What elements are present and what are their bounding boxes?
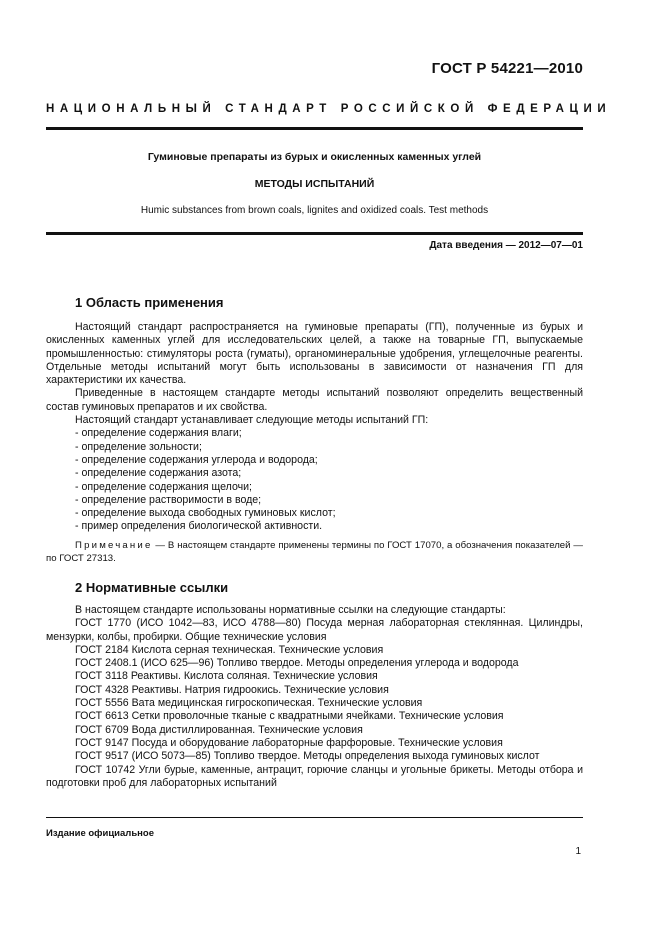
reference-item: ГОСТ 1770 (ИСО 1042—83, ИСО 4788—80) Посуда мерная лабораторная стеклянная. Цилиндры, мензурки, колбы, пробирки. Общие технические условия [46, 617, 583, 643]
reference-item: ГОСТ 5556 Вата медицинская гигроскопическая. Технические условия [75, 697, 423, 710]
section-2-heading: 2 Нормативные ссылки [75, 580, 229, 595]
section-1-paragraph: Настоящий стандарт устанавливает следующие методы испытаний ГП: [75, 414, 429, 427]
national-standard-heading: НАЦИОНАЛЬНЫЙ СТАНДАРТ РОССИЙСКОЙ ФЕДЕРАЦИИ [46, 103, 612, 115]
reference-item: ГОСТ 4328 Реактивы. Натрия гидроокись. Технические условия [75, 683, 389, 696]
section-1-paragraph: Настоящий стандарт распространяется на гуминовые препараты (ГП), полученные из бурых и окисленных каменных углей для исследовательских целей, а также на товарные ГП, выпускаемые промышленностью: стимуляторы роста (гуматы), органоминеральные удобрения, углещелочные реагенты. Отдельные методы испытаний могут быть использованы в зависимости от назначения ГП для характеристики их качества. [46, 321, 583, 387]
section-2-body [46, 604, 583, 790]
list-item: - определение содержания щелочи; [75, 480, 252, 493]
introduction-date: Дата введения — 2012—07—01 [429, 240, 583, 251]
document-title: Гуминовые препараты из бурых и окисленных каменных углей [147, 151, 482, 163]
reference-item: ГОСТ 9517 (ИСО 5073—85) Топливо твердое. Методы определения выхода гуминовых кислот [75, 750, 540, 763]
footer-divider [46, 817, 583, 818]
note-label: Примечание [75, 539, 153, 551]
reference-item: ГОСТ 6613 Сетки проволочные тканые с квадратными ячейками. Технические условия [75, 710, 504, 723]
note [46, 539, 583, 566]
list-item: - определение зольности; [75, 440, 202, 453]
list-item: - определение содержания азота; [75, 467, 242, 480]
english-title: Humic substances from brown coals, lignites and oxidized coals. Test methods [140, 205, 489, 216]
section-1-heading: 1 Область применения [75, 295, 224, 310]
section-2-intro: В настоящем стандарте использованы нормативные ссылки на следующие стандарты: [75, 604, 506, 616]
list-item: - определение содержания влаги; [75, 427, 242, 440]
reference-item: ГОСТ 3118 Реактивы. Кислота соляная. Технические условия [75, 670, 378, 683]
section-1-body [46, 321, 583, 565]
list-item: - определение выхода свободных гуминовых кислот; [75, 507, 336, 520]
document-subtitle: МЕТОДЫ ИСПЫТАНИЙ [254, 178, 375, 190]
reference-item: ГОСТ 10742 Угли бурые, каменные, антрацит, горючие сланцы и угольные брикеты. Методы отбора и подготовки проб для лабораторных испытаний [46, 763, 583, 789]
list-item: - определение содержания углерода и водорода; [75, 453, 318, 466]
official-edition-label: Издание официальное [46, 828, 154, 839]
page-number: 1 [575, 846, 581, 857]
reference-item: ГОСТ 9147 Посуда и оборудование лабораторные фарфоровые. Технические условия [75, 736, 503, 749]
reference-item: ГОСТ 2408.1 (ИСО 625—96) Топливо твердое. Методы определения углерода и водорода [75, 657, 519, 670]
document-code: ГОСТ Р 54221—2010 [431, 60, 583, 77]
reference-item: ГОСТ 6709 Вода дистиллированная. Технические условия [75, 723, 363, 736]
top-divider [46, 127, 583, 130]
list-item: - определение растворимости в воде; [75, 493, 262, 506]
title-divider [46, 232, 583, 235]
list-item: - пример определения биологической активности. [75, 520, 323, 533]
section-1-paragraph: Приведенные в настоящем стандарте методы испытаний позволяют определить вещественный состав гуминовых препаратов и их свойства. [46, 387, 583, 413]
note-text: — В настоящем стандарте применены термины по ГОСТ 17070, а обозначения показателей — по ГОСТ 27313. [46, 539, 583, 565]
reference-item: ГОСТ 2184 Кислота серная техническая. Технические условия [75, 643, 384, 656]
